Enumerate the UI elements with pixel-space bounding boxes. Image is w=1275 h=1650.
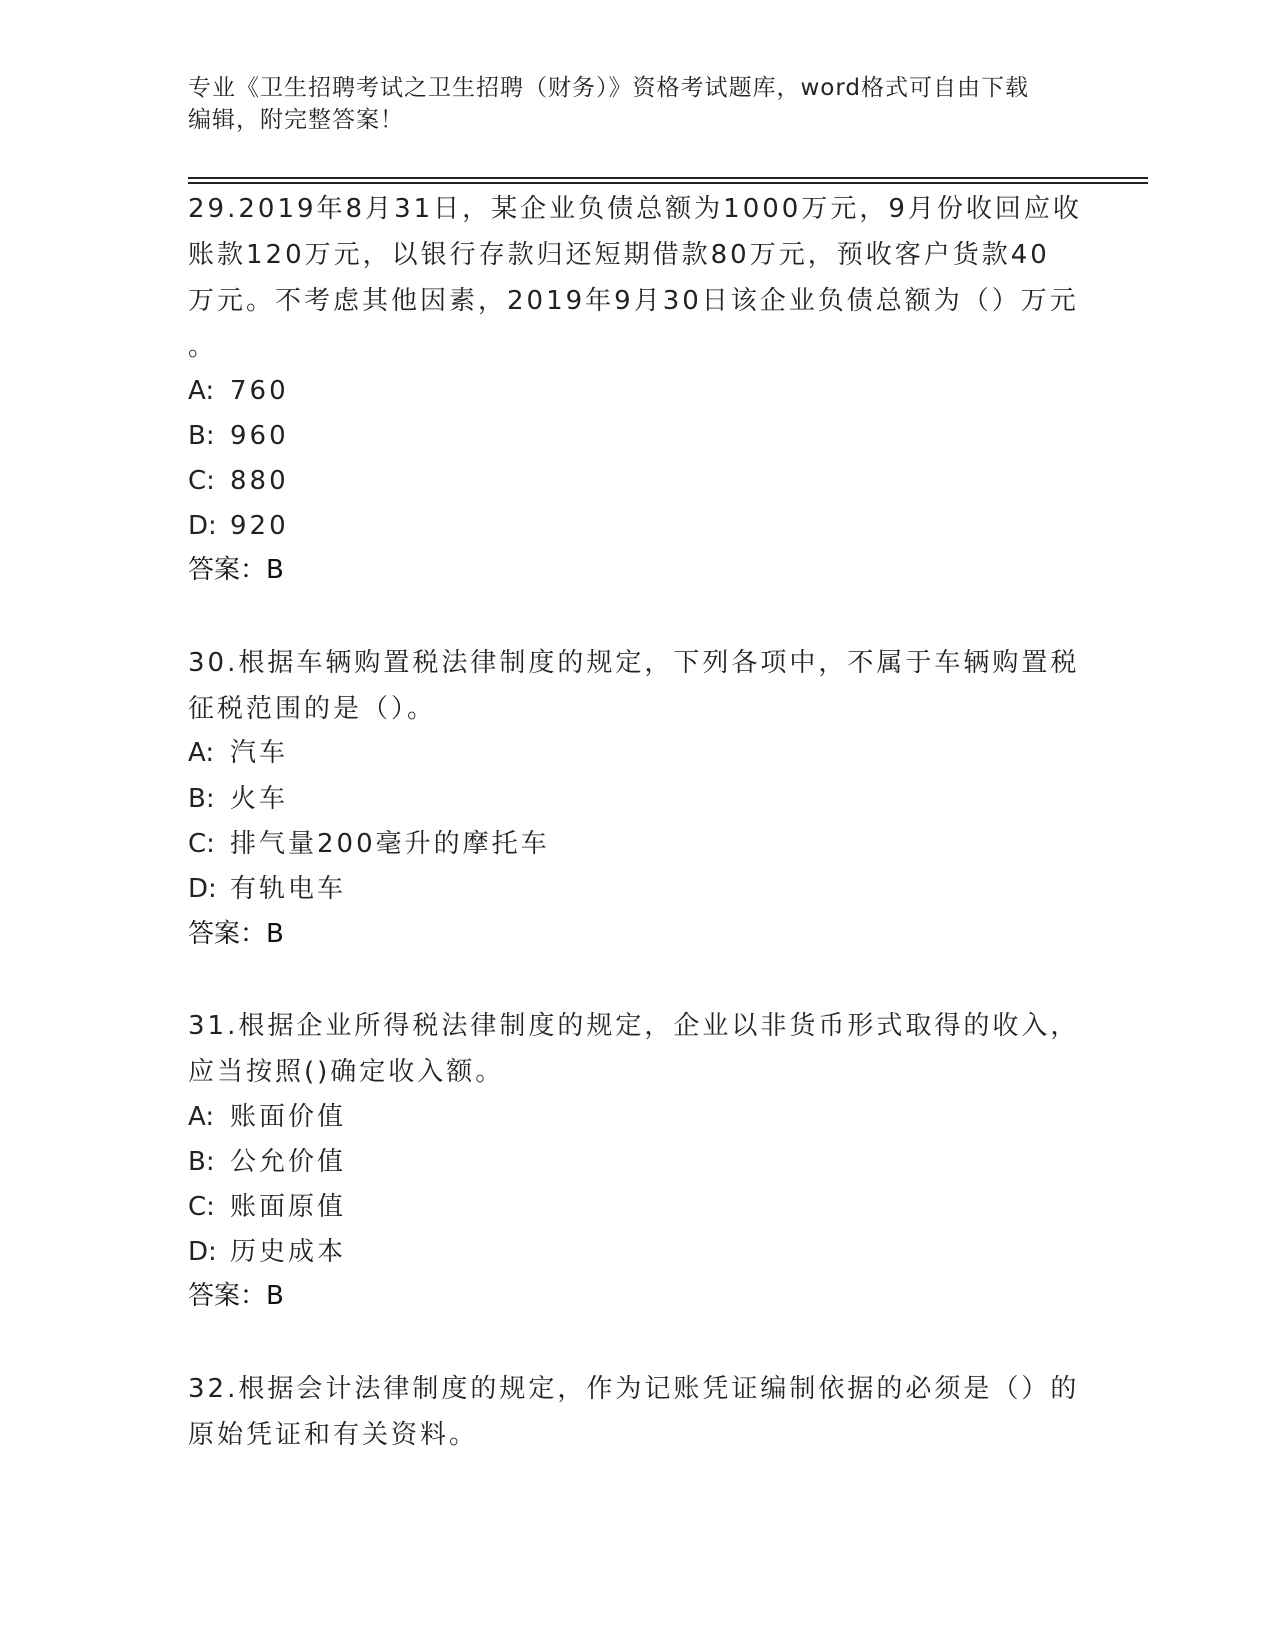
question-line: 账款120万元，以银行存款归还短期借款80万元，预收客户货款40 [188, 240, 1050, 270]
option-c: C: 账面原值 [188, 1192, 347, 1222]
answer: 答案：B [188, 555, 284, 585]
answer: 答案：B [188, 1281, 284, 1311]
question-30 [188, 640, 1088, 732]
header-divider-bottom [188, 182, 1148, 184]
question-line: 。 [188, 332, 218, 362]
question-text: 根据企业所得税法律制度的规定，企业以非货币形式取得的收入， [238, 1011, 1080, 1041]
document-header [188, 72, 1088, 136]
question-number: 31. [188, 1011, 239, 1041]
option-d: D: 920 [188, 511, 289, 541]
option-c: C: 880 [188, 466, 289, 496]
question-line [188, 640, 1088, 686]
question-text: 2019年8月31日，某企业负债总额为1000万元，9月份收回应收 [238, 194, 1082, 224]
option-b: B: 公允价值 [188, 1147, 347, 1177]
option-b: B: 火车 [188, 784, 289, 814]
option-a: A: 账面价值 [188, 1102, 347, 1132]
question-number: 30. [188, 648, 239, 678]
question-text: 根据会计法律制度的规定，作为记账凭证编制依据的必须是（）的 [238, 1374, 1080, 1404]
header-line-1: 专业《卫生招聘考试之卫生招聘（财务）》资格考试题库，word格式可自由下载 [188, 75, 1030, 101]
question-line [188, 1003, 1088, 1049]
option-d: D: 历史成本 [188, 1237, 347, 1267]
question-number: 29. [188, 194, 239, 224]
header-line-2: 编辑，附完整答案！ [188, 107, 404, 133]
question-32 [188, 1366, 1088, 1458]
question-text: 根据车辆购置税法律制度的规定，下列各项中，不属于车辆购置税 [238, 648, 1080, 678]
question-number: 32. [188, 1374, 239, 1404]
question-line: 征税范围的是（）。 [188, 694, 437, 724]
question-line: 应当按照()确定收入额。 [188, 1057, 505, 1087]
question-line [188, 186, 1088, 232]
header-divider-top [188, 177, 1148, 179]
option-a: A: 汽车 [188, 738, 289, 768]
question-29 [188, 186, 1088, 370]
option-b: B: 960 [188, 421, 289, 451]
option-a: A: 760 [188, 376, 289, 406]
question-31 [188, 1003, 1088, 1095]
question-line: 原始凭证和有关资料。 [188, 1420, 479, 1450]
question-line [188, 1366, 1088, 1412]
option-c: C: 排气量200毫升的摩托车 [188, 829, 550, 859]
question-line: 万元。不考虑其他因素，2019年9月30日该企业负债总额为（）万元 [188, 286, 1079, 316]
option-d: D: 有轨电车 [188, 874, 347, 904]
answer: 答案：B [188, 919, 284, 949]
